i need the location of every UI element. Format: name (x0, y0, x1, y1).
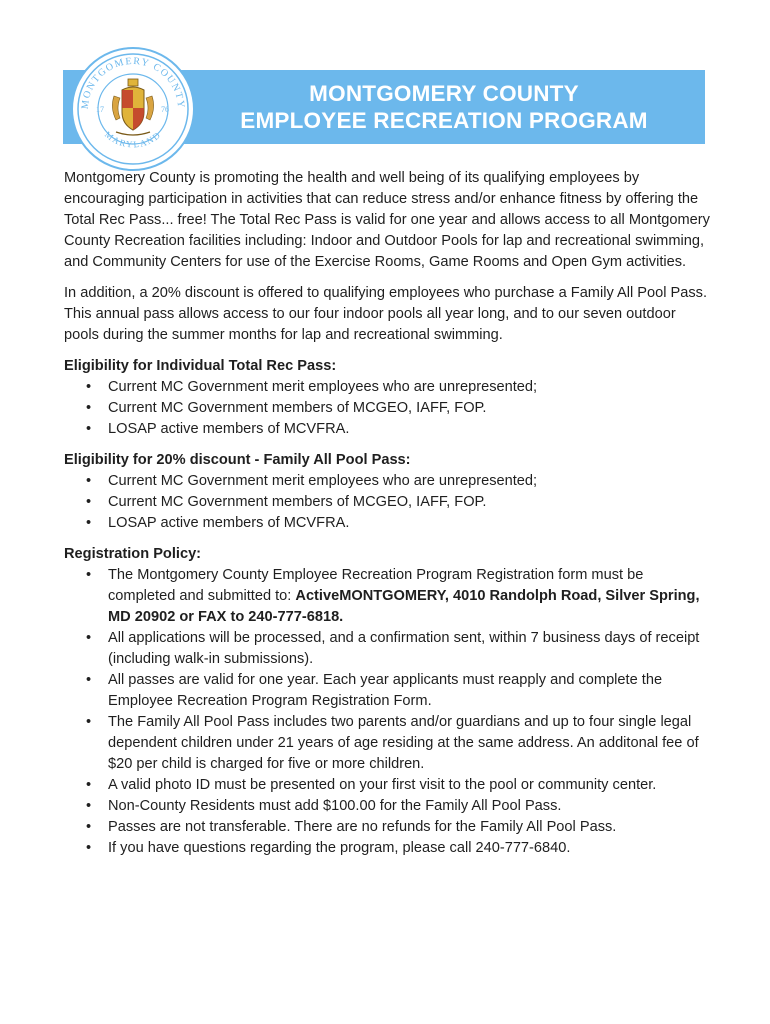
registration-policy-list (64, 565, 712, 859)
seal-year-left: 17 (96, 105, 104, 114)
list-item: • All applications will be processed, and a confirmation sent, within 7 business days of receipt (including walk-in submissions). (86, 630, 700, 667)
list-item: • Current MC Government merit employees who are unrepresented; (64, 471, 712, 492)
county-seal-logo (70, 46, 196, 172)
submission-address: ActiveMONTGOMERY, 4010 Randolph Road, Silver Spring, MD 20902 or FAX to 240-777-6818. (108, 588, 700, 625)
list-item: • The Family All Pool Pass includes two parents and/or guardians and up to four single legal dependent children under 21 years of age residing at the same address. An additonal fee of $20 per child is charged for five or more children. (86, 714, 699, 772)
list-item: • Current MC Government members of MCGEO, IAFF, FOP. (64, 492, 712, 513)
individual-eligibility-heading: Eligibility for Individual Total Rec Pass: (64, 358, 337, 374)
seal-top-text: MONTGOMERY COUNTY (79, 55, 187, 110)
list-item: • Non-County Residents must add $100.00 for the Family All Pool Pass. (64, 796, 712, 817)
intro-paragraph-2: In addition, a 20% discount is offered to qualifying employees who purchase a Family All Pool Pass. This annual pass allows access to our four indoor pools all year long, and to our seven outdoor pools during the summer months for lap and recreational swimming. (64, 285, 708, 343)
bullet-icon: • (86, 819, 92, 835)
title-line-1: MONTGOMERY COUNTY (309, 81, 579, 106)
list-item: • Current MC Government merit employees who are unrepresented; (64, 377, 712, 398)
registration-policy-heading: Registration Policy: (64, 546, 202, 562)
seal-bottom-text: MARYLAND (102, 129, 164, 150)
list-item: • Current MC Government members of MCGEO, IAFF, FOP. (64, 398, 712, 419)
bullet-icon: • (86, 798, 92, 814)
seal-year-right: 76 (161, 105, 169, 114)
bullet-icon: • (86, 379, 92, 395)
list-item: • A valid photo ID must be presented on your first visit to the pool or community center. (64, 775, 712, 796)
individual-eligibility-list (64, 377, 712, 440)
list-item: • LOSAP active members of MCVFRA. (64, 513, 712, 534)
bullet-icon: • (86, 672, 92, 688)
bullet-icon: • (86, 567, 92, 583)
bullet-icon: • (86, 515, 92, 531)
page-title (183, 80, 705, 134)
bullet-icon: • (86, 421, 92, 437)
list-item: • Passes are not transferable. There are no refunds for the Family All Pool Pass. (64, 817, 712, 838)
bullet-icon: • (86, 473, 92, 489)
intro-paragraph-1: Montgomery County is promoting the health and well being of its qualifying employees by encouraging participation in activities that can reduce stress and/or enhance fitness by offering the Total Rec Pass... free! The Total Rec Pass is valid for one year and allows access to all Montgomery County Recreation facilities including: Indoor and Outdoor Pools for lap and recreational swimming, and Community Centers for use of the Exercise Rooms, Game Rooms and Open Gym activities. (64, 170, 710, 270)
list-item: • All passes are valid for one year. Each year applicants must reapply and complete the Employee Recreation Program Registration Form. (86, 672, 663, 709)
discount-eligibility-list (64, 471, 712, 534)
list-item: • If you have questions regarding the program, please call 240-777-6840. (64, 838, 712, 859)
list-item: • The Montgomery County Employee Recreation Program Registration form must be completed and submitted to: ActiveMONTGOMERY, 4010 Randolph Road, Silver Spring, MD 20902 or FAX to 240-777-6818. (86, 567, 700, 625)
bullet-icon: • (86, 777, 92, 793)
title-line-2: EMPLOYEE RECREATION PROGRAM (240, 108, 648, 133)
discount-eligibility-heading: Eligibility for 20% discount - Family All Pool Pass: (64, 452, 411, 468)
bullet-icon: • (86, 494, 92, 510)
bullet-icon: • (86, 630, 92, 646)
bullet-icon: • (86, 714, 92, 730)
bullet-icon: • (86, 840, 92, 856)
document-body (64, 168, 712, 869)
list-item: • LOSAP active members of MCVFRA. (64, 419, 712, 440)
bullet-icon: • (86, 400, 92, 416)
